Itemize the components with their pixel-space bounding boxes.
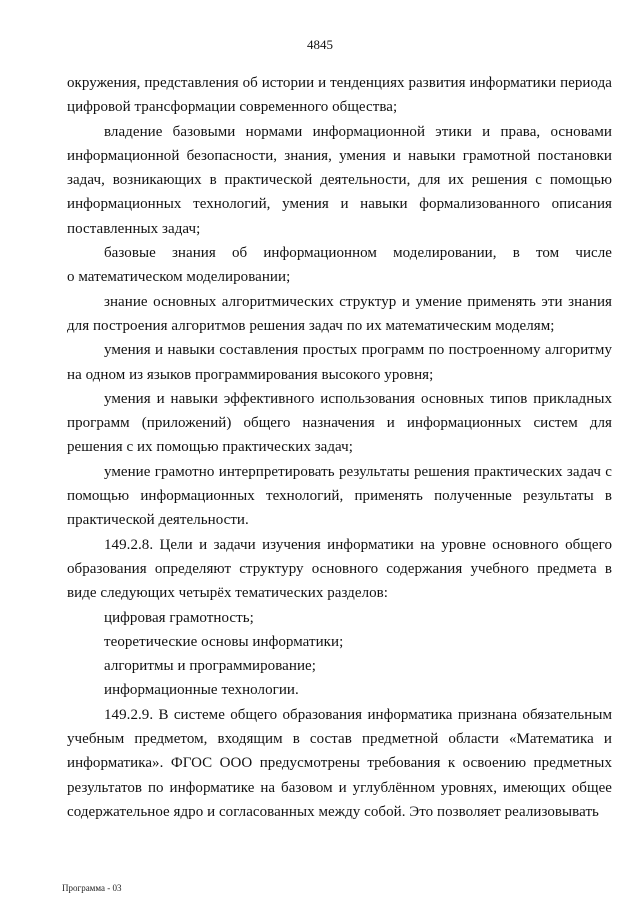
paragraph-modeling-continuation: о математическом моделировании;	[67, 269, 291, 286]
document-body	[67, 71, 612, 824]
paragraph-ethics-law: владение базовыми нормами информационной этики и права, основами информационной безопасности, знания, умения и навыки грамотной постановки задач, возникающих в практической деятельности, для их решения с помощью информационных технологий, умения и навыки формализованного описания поставленных задач;	[67, 123, 612, 237]
list-item-algorithms-programming: алгоритмы и программирование;	[104, 658, 316, 675]
paragraph-algorithmic-structures: знание основных алгоритмических структур и умение применять эти знания для построения алгоритмов решения задач по их математическим моделям;	[67, 293, 612, 334]
paragraph-continuation: окружения, представления об истории и тенденциях развития информатики периода цифровой трансформации современного общества;	[67, 75, 612, 116]
paragraph-149-2-9: 149.2.9. В системе общего образования информатика признана обязательным учебным предметом, входящим в состав предметной области «Математика и информатика». ФГОС ООО предусмотрены требования к освоению предметных результатов по информатике на базовом и углублённом уровнях, имеющих общее содержательное ядро и согласованных между собой. Это позволяет реализовывать	[67, 706, 612, 820]
list-item-theoretical-foundations: теоретические основы информатики;	[104, 633, 344, 650]
list-item-information-technologies: информационные технологии.	[104, 682, 299, 699]
page-number: 4845	[307, 37, 333, 52]
list-item-digital-literacy: цифровая грамотность;	[104, 609, 254, 626]
paragraph-modeling-basics: базовые знания об информационном моделировании, в том числе	[104, 245, 612, 262]
paragraph-149-2-8: 149.2.8. Цели и задачи изучения информатики на уровне основного общего образования определяют структуру основного содержания учебного предмета в виде следующих четырёх тематических разделов:	[67, 536, 612, 602]
footer-label: Программа - 03	[62, 883, 122, 893]
paragraph-interpret-results: умение грамотно интерпретировать результаты решения практических задач с помощью информационных технологий, применять полученные результаты в практической деятельности.	[67, 463, 612, 529]
paragraph-simple-programs: умения и навыки составления простых программ по построенному алгоритму на одном из языков программирования высокого уровня;	[67, 342, 612, 383]
paragraph-applied-programs: умения и навыки эффективного использования основных типов прикладных программ (приложений) общего назначения и информационных систем для решения с их помощью практических задач;	[67, 390, 612, 456]
